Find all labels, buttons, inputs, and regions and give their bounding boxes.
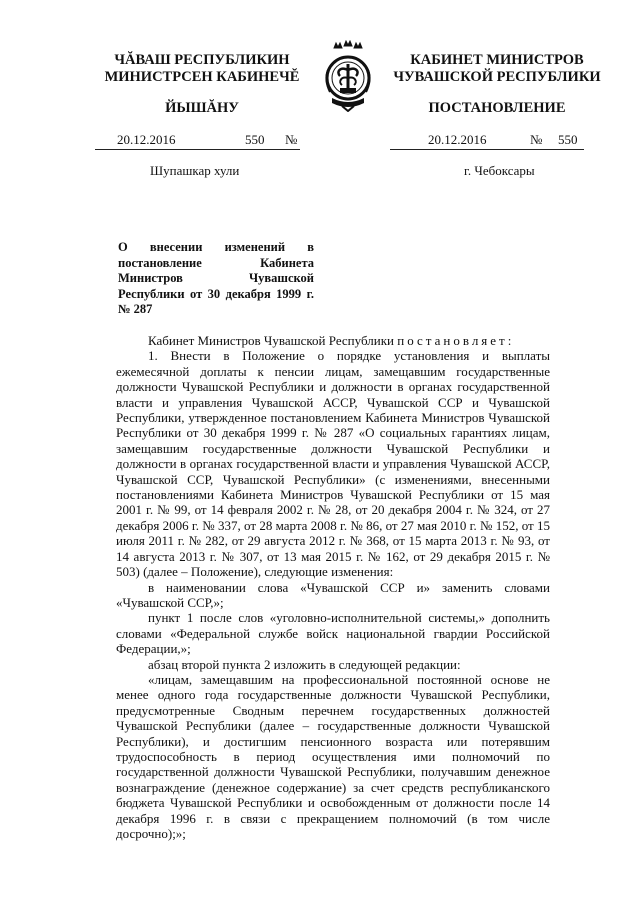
left-date: 20.12.2016 — [117, 132, 176, 147]
paragraph-1: 1. Внести в Положение о порядке установления и выплаты ежемесячной доплаты к пенсии лицам, замещавшим государственные должности Чувашской Республики и должности в органах государственной власти и управления Чувашской АССР, Чувашской ССР и Чувашской Республики, утвержденное постановлением Кабинета Министров Чувашской Республики от 30 декабря 1999 г. № 287 «О социальных гарантиях лицам, замещавшим государственные должности Чувашской Республики и должности в органах государственной власти и управления Чувашской АССР, Чувашской ССР, Чувашской Республики» (с изменениями, внесенными постановлениями Кабинета Министров Чувашской Республики от 15 мая 2001 г. № 99, от 14 февраля 2002 г. № 28, от 20 декабря 2004 г. № 324, от 27 декабря 2006 г. № 337, от 28 марта 2008 г. № 86, от 27 мая 2010 г. № 152, от 15 июля 2011 г. № 282, от 29 августа 2012 г. № 368, от 15 марта 2013 г. № 93, от 14 августа 2013 г. № 307, от 13 мая 2015 г. № 162, от 29 декабря 2015 г. № 503) (далее – Положение), следующие изменения: — [116, 348, 550, 580]
left-city: Шупашкар хули — [150, 163, 240, 178]
intro-prefix: Кабинет Министров Чувашской Республики — [148, 333, 394, 348]
left-date-number-line — [95, 133, 300, 150]
paragraph-5: «лицам, замещавшим на профессиональной постоянной основе не менее одного года государственные должности Чувашской Республики, предусмотренные Сводным перечнем государственных должностей Чувашской Республики (далее – государственные должности Чувашской Республики), и достигшим пенсионного возраста или потерявшим трудоспособность в период осуществления ими полномочий по государственной должности Чувашской Республики, получавшим денежное вознаграждение (денежное содержание) за счет средств республиканского бюджета Чувашской Республики и освобожденным от должности после 14 декабря 1996 г. в связи с прекращением полномочий (в том числе досрочно);»; — [116, 671, 550, 841]
left-org-line1: ЧĂВАШ РЕСПУБЛИКИН — [114, 52, 290, 68]
right-number: 550 — [558, 132, 578, 147]
right-org-name — [392, 52, 602, 86]
chuvash-coat-of-arms-emblem-icon — [318, 40, 378, 112]
right-date-number-line — [390, 133, 584, 150]
right-org-line1: КАБИНЕТ МИНИСТРОВ — [410, 52, 584, 68]
right-city: г. Чебоксары — [464, 163, 535, 178]
right-org-line2: ЧУВАШСКОЙ РЕСПУБЛИКИ — [393, 69, 601, 85]
intro-verb: постановляет: — [397, 333, 515, 348]
paragraph-2: в наименовании слова «Чувашской ССР и» заменить словами «Чувашской ССР,»; — [116, 579, 550, 610]
left-org-line2: МИНИСТРСЕН КАБИНЕЧĔ — [104, 69, 300, 85]
left-doctype: ЙЫШĂНУ — [165, 100, 239, 116]
right-date: 20.12.2016 — [428, 132, 487, 147]
paragraph-4: абзац второй пункта 2 изложить в следующей редакции: — [148, 656, 461, 672]
right-doctype: ПОСТАНОВЛЕНИЕ — [428, 100, 566, 116]
left-number-sign: № — [285, 132, 298, 147]
left-org-name — [102, 52, 302, 86]
right-number-sign: № — [530, 132, 543, 147]
document-body — [116, 333, 550, 841]
document-title: О внесении изменений в постановление Кабинета Министров Чувашской Республики от 30 декабря 1999 г. № 287 — [118, 240, 314, 317]
left-number: 550 — [245, 132, 265, 147]
paragraph-3: пункт 1 после слов «уголовно-исполнительной системы,» дополнить словами «Федеральной службе войск национальной гвардии Российской Федерации,»; — [116, 610, 550, 657]
intro-paragraph — [116, 333, 550, 348]
